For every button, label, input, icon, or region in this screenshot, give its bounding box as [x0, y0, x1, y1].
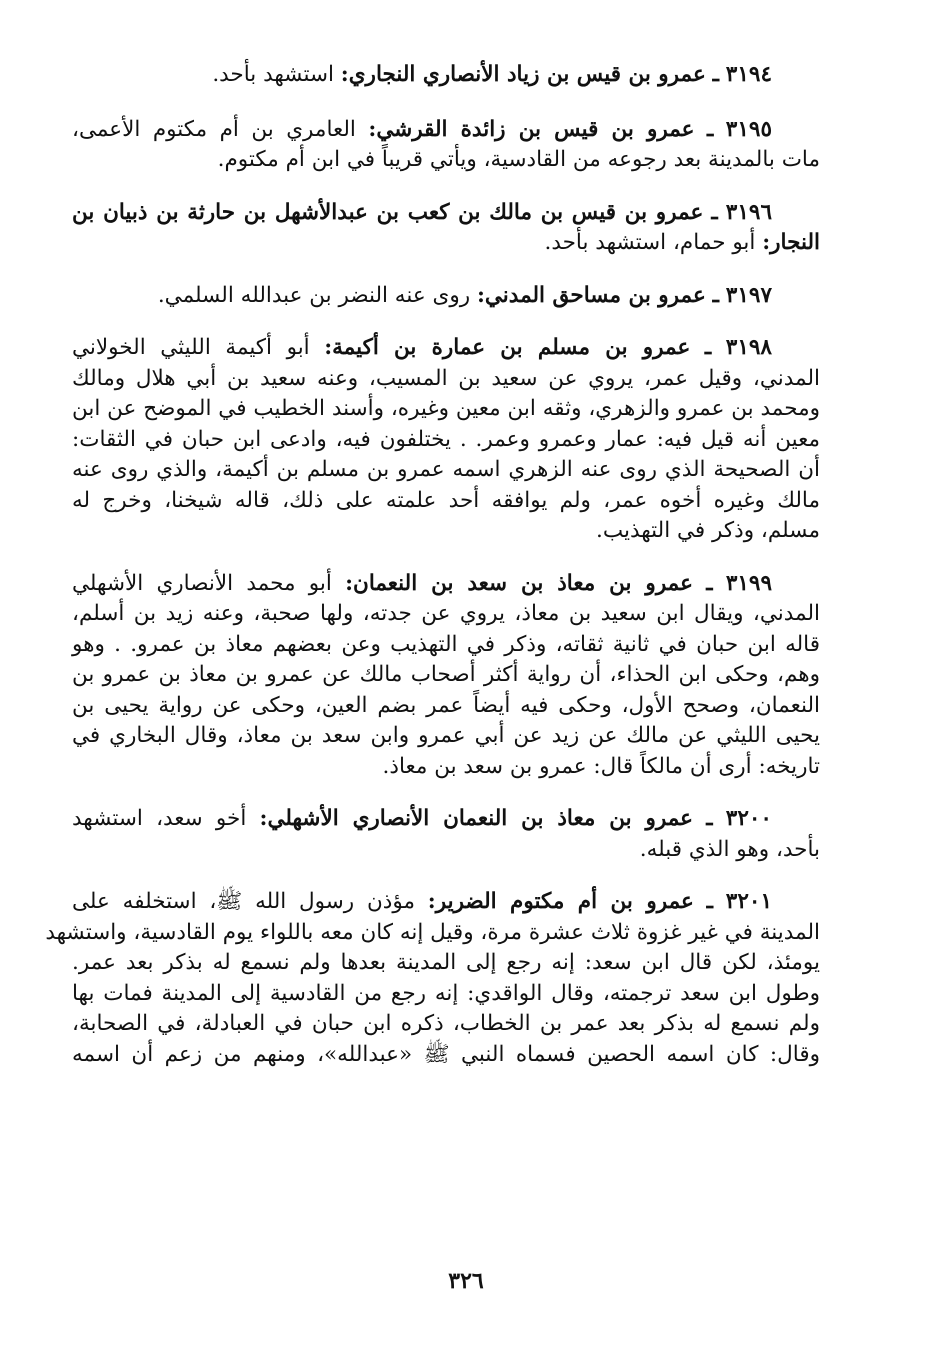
dash: ـ	[706, 806, 713, 831]
dash: ـ	[706, 570, 713, 596]
entry-3200	[72, 804, 820, 865]
entry-line: أن الصحيحة الذي روى عنه الزهري اسمه عمرو بن مسلم بن أكيمة، والذي روى عنه	[72, 457, 820, 482]
entry-line: معين أنه قيل فيه: عمار وعمرو وعمر. . يختلفون فيه، وادعى ابن حبان في الثقات:	[72, 426, 820, 452]
entry-text: روى عنه النضر بن عبدالله السلمي.	[157, 282, 471, 308]
entry-line	[72, 60, 820, 91]
entry-line: يحيى الليثي عن مالك عن زيد عن أبي عمرو وابن سعد بن معاذ، وقال البخاري في	[72, 723, 820, 748]
entry-name: عمرو بن أم مكتوم الضرير:	[427, 889, 694, 914]
entry-3196	[72, 198, 820, 259]
entry-text: أبو أكيمة الليثي الخولاني	[72, 335, 310, 360]
entry-text: أخو سعد، استشهد	[72, 806, 247, 831]
entry-line: النعمان، وصحح الأول، وحكى فيه أيضاً عمر بضم العين، وحكى عن رواية يحيى بن	[72, 692, 820, 718]
entry-number: ٣١٩٨	[725, 335, 772, 360]
entry-line: ولم نسمع له بذكر بعد عمر بن الخطاب، ذكره ابن حبان في العبادلة، في الصحابة،	[72, 1011, 820, 1036]
entry-3195	[72, 115, 820, 176]
entry-3198	[72, 333, 820, 547]
entry-number: ٣١٩٩	[725, 570, 773, 596]
entry-name: عمرو بن معاذ بن النعمان الأنصاري الأشهلي:	[259, 806, 693, 831]
entry-3199	[72, 569, 820, 783]
entry-line: وطول ابن سعد ترجمته، وقال الواقدي: إنه رجع من القادسية إلى المدينة فمات بها	[72, 980, 820, 1006]
dash: ـ	[711, 199, 718, 225]
dash: ـ	[706, 889, 713, 914]
entry-text: استشهد بأحد.	[212, 62, 334, 87]
entry-line: المدني، وقيل عمر، يروي عن سعيد بن المسيب، وعنه سعيد بن أبي هلال ومالك	[72, 365, 820, 391]
entry-number: ٣٢٠٠	[725, 806, 772, 831]
entry-line	[72, 115, 820, 146]
entry-3201	[45, 887, 820, 1070]
dash: ـ	[712, 62, 719, 87]
entry-line	[72, 228, 820, 259]
entry-name: عمرو بن قيس بن مالك بن كعب بن عبدالأشهل بن حارثة بن ذبيان بن	[72, 199, 704, 225]
entry-line: مالك وغيره أخوه عمر، ولم يوافقه أحد علمته على ذلك، قاله شيخنا، وخرج له	[72, 487, 820, 513]
dash: ـ	[704, 335, 712, 360]
dash: ـ	[706, 116, 714, 142]
entry-line	[72, 887, 820, 918]
entry-line: قاله ابن حبان في ثانية ثقاته، وذكر في التهذيب وعن بعضهم معاذ بن عمرو. . وهو	[72, 631, 820, 657]
entry-line: مسلم، وذكر في التهذيب.	[596, 518, 820, 543]
entry-name: عمرو بن معاذ بن سعد بن النعمان:	[345, 570, 693, 596]
dash: ـ	[712, 282, 719, 308]
entry-line: مات بالمدينة بعد رجوعه من القادسية، ويأتي قريباً في ابن أم مكتوم.	[217, 147, 820, 172]
entry-name-continued: النجار:	[762, 230, 820, 255]
document-page	[45, 60, 820, 1092]
entry-line	[72, 569, 820, 600]
entry-line	[72, 333, 820, 364]
entry-line: يومئذ، لكن قال ابن سعد: إنه رجع إلى المدينة بعدها ولم نسمع له بذكر بعد عمر.	[72, 950, 820, 975]
entry-line: المدينة في غير غزوة ثلاث عشرة مرة، وقيل إنه كان معه باللواء يوم القادسية، واستشهد	[45, 919, 820, 945]
entry-text: أبو محمد الأنصاري الأشهلي	[72, 570, 332, 596]
entry-number: ٣٢٠١	[725, 889, 772, 914]
entry-line	[72, 281, 820, 312]
entry-name: عمرو بن قيس بن زياد الأنصاري النجاري:	[340, 62, 706, 87]
entry-name: عمرو بن مسلم بن عمارة بن أكيمة:	[324, 335, 691, 360]
entry-text: العامري بن أم مكتوم الأعمى،	[72, 116, 356, 142]
entry-line: المدني، ويقال ابن سعيد بن معاذ، يروي عن جدته، ولها صحبة، وعنه زيد بن أسلم،	[72, 601, 820, 626]
entry-line: تاريخه: أرى أن مالكاً قال: عمرو بن سعد بن معاذ.	[382, 753, 820, 779]
entry-3197	[72, 281, 820, 312]
entry-3194	[72, 60, 820, 91]
entry-number: ٣١٩٤	[725, 62, 772, 87]
entry-name: عمرو بن قيس بن زائدة القرشي:	[368, 116, 695, 142]
entry-text: أبو حمام، استشهد بأحد.	[544, 230, 756, 255]
entry-line: وقال: كان اسمه الحصين فسماه النبي ﷺ «عبدالله»، ومنهم من زعم أن اسمه	[72, 1041, 820, 1067]
entry-line: وهم، وحكى ابن الحذاء، أن رواية أكثر أصحاب مالك عن عمرو بن معاذ بن عمرو بن	[72, 662, 820, 687]
entry-number: ٣١٩٧	[725, 282, 772, 308]
entry-text: مؤذن رسول الله ﷺ، استخلفه على	[72, 889, 415, 914]
entry-line: بأحد، وهو الذي قبله.	[639, 836, 820, 862]
entry-number: ٣١٩٦	[725, 199, 772, 225]
page-number: ٣٢٦	[448, 1268, 484, 1294]
entry-line	[72, 804, 820, 835]
entry-name: عمرو بن مساحق المدني:	[476, 282, 706, 308]
entry-line	[72, 198, 820, 229]
entry-number: ٣١٩٥	[725, 116, 772, 142]
entry-line: ومحمد بن عمرو والزهري، وثقه ابن معين وغيره، وأسند الخطيب في الموضح عن ابن	[72, 396, 820, 421]
